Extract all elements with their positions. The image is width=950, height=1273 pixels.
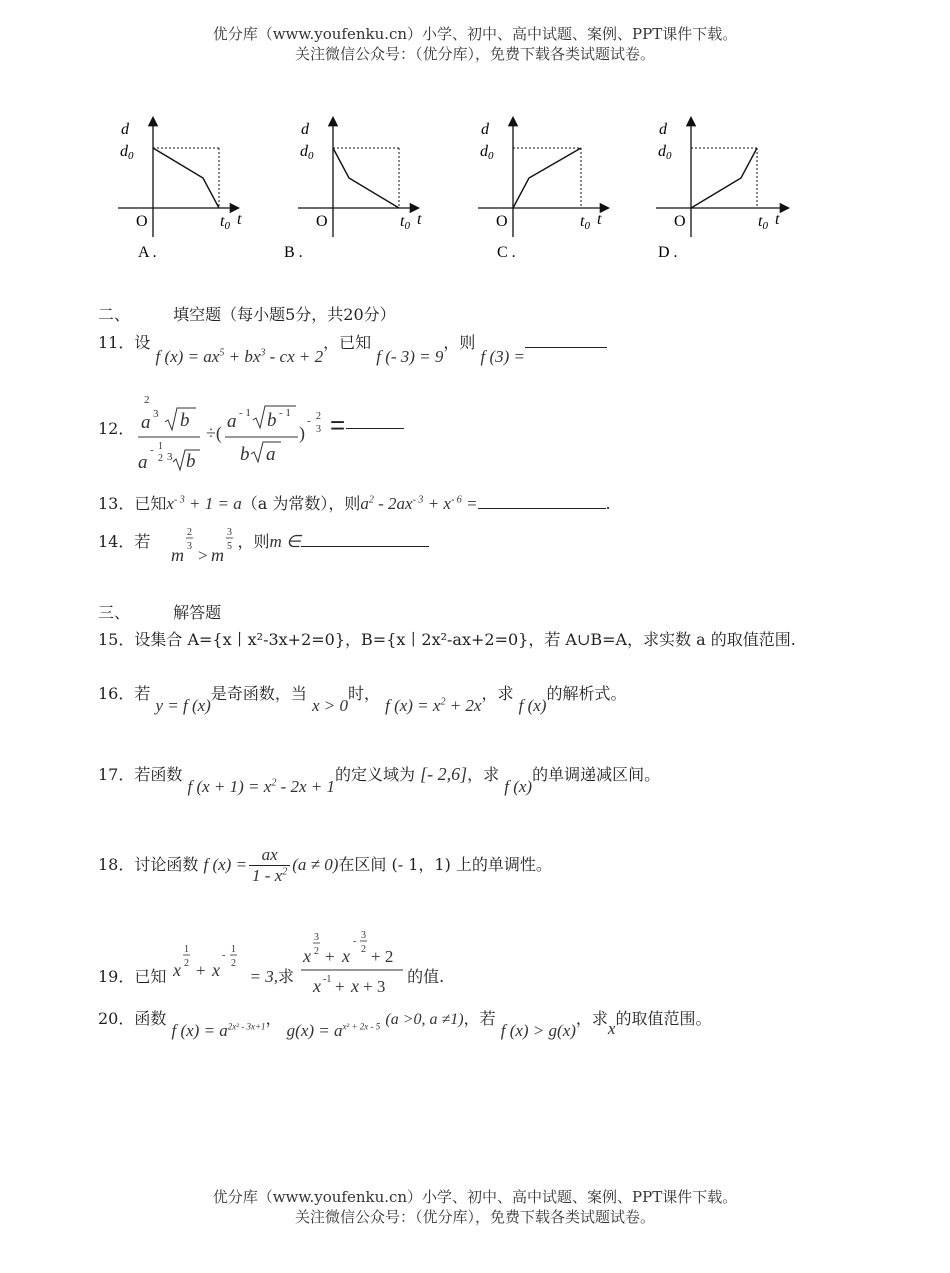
distance-curve bbox=[513, 148, 581, 208]
graph-b-svg bbox=[284, 112, 478, 272]
condition-expression: x > 0 bbox=[311, 696, 348, 715]
svg-text:>: > bbox=[198, 546, 209, 565]
function-expression: f (x) bbox=[504, 777, 533, 796]
d-label: d bbox=[481, 121, 489, 138]
equals-value: = 3, bbox=[249, 967, 278, 986]
svg-text:2: 2 bbox=[316, 411, 321, 422]
given-condition: f (- 3) = 9 bbox=[376, 347, 444, 366]
svg-text:3: 3 bbox=[187, 541, 193, 552]
answer-blank[interactable] bbox=[525, 333, 607, 348]
question-number: 18． bbox=[98, 855, 135, 874]
question-text: 的解析式。 bbox=[546, 684, 627, 703]
variable: x bbox=[607, 1019, 616, 1038]
svg-text:-: - bbox=[353, 936, 357, 947]
question-text: ，则 bbox=[443, 333, 476, 352]
svg-text:+: + bbox=[325, 947, 335, 966]
question-14 bbox=[98, 527, 429, 565]
answer-blank[interactable] bbox=[478, 494, 606, 509]
option-label: D . bbox=[658, 244, 678, 261]
svg-text:3: 3 bbox=[361, 930, 367, 941]
graph-option-b bbox=[284, 112, 478, 272]
question-number: 20． bbox=[98, 1009, 135, 1028]
inequality-14 bbox=[155, 527, 233, 565]
svg-text:a: a bbox=[138, 452, 148, 473]
t-label: t bbox=[597, 211, 602, 228]
svg-text:1: 1 bbox=[231, 944, 237, 955]
domain-interval: [- 2,6] bbox=[420, 764, 468, 784]
answer-blank[interactable] bbox=[346, 414, 404, 429]
question-number: 16． bbox=[98, 684, 135, 703]
question-text: 的取值范围。 bbox=[615, 1009, 712, 1028]
question-text: 求 bbox=[277, 967, 294, 986]
svg-text:x: x bbox=[351, 976, 360, 996]
svg-text:1: 1 bbox=[184, 944, 190, 955]
graph-option-c bbox=[478, 112, 658, 272]
svg-text:b: b bbox=[186, 451, 196, 472]
svg-text:+: + bbox=[196, 961, 207, 980]
function-f: f $(x) = a^{2x^2 - 3x+1}$ bbox=[171, 1021, 266, 1040]
function-definition: f $(x) = x^2 + 2x$ bbox=[385, 696, 482, 715]
question-text: ， bbox=[265, 1009, 282, 1028]
origin-label: O bbox=[316, 213, 328, 230]
svg-text:x: x bbox=[342, 946, 351, 966]
equals-sign: = bbox=[330, 410, 346, 440]
svg-text:b: b bbox=[267, 410, 277, 431]
graph-option-d bbox=[656, 112, 836, 272]
function-name: f (x) = bbox=[203, 855, 248, 874]
question-15 bbox=[98, 627, 796, 650]
header-line-2: 关注微信公众号：（优分库），免费下载各类试题试卷。 bbox=[294, 45, 655, 63]
d0-label: d0 bbox=[120, 143, 134, 162]
question-ask: f (3) = bbox=[480, 347, 526, 366]
question-text: 函数 bbox=[134, 1009, 167, 1028]
question-number: 13． bbox=[98, 494, 135, 513]
svg-text:5: 5 bbox=[227, 541, 233, 552]
svg-text:2: 2 bbox=[184, 958, 190, 969]
question-number: 15． bbox=[98, 630, 135, 649]
condition-expression: (a ≠ 0) bbox=[292, 855, 339, 874]
svg-text:x: x bbox=[303, 946, 312, 966]
question-17 bbox=[98, 762, 661, 796]
question-text: 在区间 (- 1，1) 上的单调性。 bbox=[338, 855, 552, 874]
svg-text:2: 2 bbox=[187, 527, 193, 538]
origin-label: O bbox=[136, 213, 148, 230]
section-number: 二、 bbox=[98, 305, 131, 324]
question-text: 若 bbox=[134, 532, 151, 551]
svg-text:3: 3 bbox=[314, 932, 320, 943]
question-number: 19． bbox=[98, 967, 135, 986]
question-text: ，若 bbox=[463, 1009, 496, 1028]
svg-text:3: 3 bbox=[153, 408, 159, 420]
svg-text:+ 3: + 3 bbox=[363, 977, 386, 996]
question-text: ，已知 bbox=[323, 333, 372, 352]
function-expression: f (x) bbox=[518, 696, 547, 715]
graph-d-svg bbox=[656, 112, 836, 272]
question-number: 11． bbox=[98, 333, 135, 352]
question-text: 设集合 A={x丨x²-3x+2=0}，B={x丨2x²-ax+2=0}，若 A∪B=A，求实数 a 的取值范围. bbox=[134, 630, 796, 649]
t-label: t bbox=[775, 211, 780, 228]
function-definition: f $(x) = ax^5 + bx^3$ - cx + 2 bbox=[155, 347, 324, 366]
target-expression-19 bbox=[299, 930, 407, 998]
option-label: B . bbox=[284, 244, 303, 261]
svg-text:x: x bbox=[313, 976, 322, 996]
question-text: 时， bbox=[347, 684, 380, 703]
d0-label: d0 bbox=[480, 143, 494, 162]
question-number: 14． bbox=[98, 532, 135, 551]
question-text: 若 bbox=[134, 684, 151, 703]
function-g: $g(x) = a^{x^2 + 2x - 5}$ bbox=[286, 1021, 381, 1040]
question-20 bbox=[98, 1006, 712, 1040]
svg-text:m: m bbox=[211, 545, 225, 565]
function-definition: f $(x + 1) = x^2 - 2x + 1$ bbox=[187, 777, 336, 796]
svg-text:2: 2 bbox=[314, 946, 320, 957]
origin-label: O bbox=[496, 213, 508, 230]
section-solve-heading bbox=[98, 600, 221, 623]
section-title: 填空题（每小题5分，共20分） bbox=[173, 305, 396, 324]
question-number: 12． bbox=[98, 419, 135, 438]
svg-text:): ) bbox=[299, 423, 305, 443]
graph-a-svg bbox=[118, 112, 298, 272]
svg-text:2: 2 bbox=[231, 958, 237, 969]
question-18 bbox=[98, 845, 552, 886]
question-text: （a 为常数），则 bbox=[241, 494, 361, 513]
svg-text:b: b bbox=[240, 444, 250, 465]
question-ask: m ∈ bbox=[269, 532, 301, 551]
svg-text:- 1: - 1 bbox=[279, 407, 291, 419]
given-expression-19 bbox=[171, 932, 249, 982]
t0-label: t0 bbox=[758, 213, 768, 232]
question-text: ，求 bbox=[467, 765, 500, 784]
svg-text:-: - bbox=[307, 415, 311, 427]
d-label: d bbox=[121, 121, 129, 138]
graph-option-a bbox=[118, 112, 298, 272]
svg-text:2: 2 bbox=[361, 944, 367, 955]
question-expression: $a^2 - 2ax^{- 3} + x^{- 6}$ = bbox=[360, 494, 478, 513]
svg-text:3: 3 bbox=[316, 424, 321, 435]
svg-text:+ 2: + 2 bbox=[371, 947, 394, 966]
graph-c-svg bbox=[478, 112, 658, 272]
section-title: 解答题 bbox=[173, 603, 222, 622]
question-12 bbox=[98, 392, 346, 473]
t-label: t bbox=[417, 211, 422, 228]
t-label: t bbox=[237, 211, 242, 228]
function-fraction: $\frac{ax}{1 - x^2}$ bbox=[249, 845, 290, 886]
header-line-1: 优分库（www.youfenku.cn）小学、初中、高中试题、案例、PPT课件下载。 bbox=[212, 25, 738, 43]
question-19 bbox=[98, 930, 444, 998]
distance-curve bbox=[153, 148, 219, 208]
svg-text:-1: -1 bbox=[323, 974, 332, 985]
svg-text:x: x bbox=[173, 960, 182, 980]
inequality: f (x) > g(x) bbox=[500, 1021, 576, 1040]
svg-text:÷(: ÷( bbox=[206, 423, 222, 443]
svg-text:3: 3 bbox=[167, 451, 173, 463]
question-text: 已知 bbox=[134, 967, 167, 986]
section-fill-in-heading bbox=[98, 302, 396, 325]
question-text: ，求 bbox=[575, 1009, 608, 1028]
question-text: 若函数 bbox=[134, 765, 183, 784]
svg-text:a: a bbox=[227, 411, 237, 432]
question-number: 17． bbox=[98, 765, 135, 784]
footer-line-1: 优分库（www.youfenku.cn）小学、初中、高中试题、案例、PPT课件下载。 bbox=[212, 1188, 738, 1206]
svg-text:a: a bbox=[266, 444, 276, 465]
question-text: 的单调递减区间。 bbox=[532, 765, 661, 784]
svg-text:+: + bbox=[335, 977, 345, 996]
function-expression: y = f (x) bbox=[155, 696, 211, 715]
t0-label: t0 bbox=[580, 213, 590, 232]
question-16 bbox=[98, 681, 627, 715]
condition-expression: (a >0, a ≠1) bbox=[385, 1011, 464, 1028]
question-text: ，求 bbox=[481, 684, 514, 703]
question-13 bbox=[98, 491, 611, 514]
t0-label: t0 bbox=[220, 213, 230, 232]
svg-text:-: - bbox=[222, 950, 226, 961]
given-condition: $x^{- 3} + 1 = a$ bbox=[166, 494, 242, 513]
question-text: 的值. bbox=[407, 967, 445, 986]
header bbox=[0, 24, 950, 64]
svg-text:2: 2 bbox=[144, 394, 150, 406]
footer-line-2: 关注微信公众号：（优分库），免费下载各类试题试卷。 bbox=[294, 1208, 655, 1226]
svg-text:a: a bbox=[141, 412, 151, 433]
origin-label: O bbox=[674, 213, 686, 230]
d-label: d bbox=[301, 121, 309, 138]
d-label: d bbox=[659, 121, 667, 138]
svg-text:m: m bbox=[171, 545, 185, 565]
answer-blank[interactable] bbox=[301, 532, 429, 547]
distance-curve bbox=[333, 148, 399, 208]
d0-label: d0 bbox=[300, 143, 314, 162]
svg-text:3: 3 bbox=[227, 527, 233, 538]
question-text: . bbox=[605, 494, 611, 513]
question-text: 是奇函数，当 bbox=[210, 684, 307, 703]
footer bbox=[0, 1187, 950, 1227]
question-text: ，则 bbox=[237, 532, 270, 551]
svg-text:- 1: - 1 bbox=[239, 407, 251, 419]
question-text: 设 bbox=[134, 333, 151, 352]
svg-text:1: 1 bbox=[158, 441, 163, 452]
question-11 bbox=[98, 330, 607, 366]
option-label: A . bbox=[138, 244, 157, 261]
d0-label: d0 bbox=[658, 143, 672, 162]
svg-text:b: b bbox=[180, 410, 190, 431]
svg-text:x: x bbox=[212, 960, 221, 980]
svg-text:2: 2 bbox=[158, 453, 163, 464]
expression-12 bbox=[136, 392, 406, 478]
question-text: 的定义域为 bbox=[335, 765, 416, 784]
section-number: 三、 bbox=[98, 603, 131, 622]
question-text: 已知 bbox=[134, 494, 167, 513]
svg-text:-: - bbox=[150, 444, 154, 456]
distance-curve bbox=[691, 148, 757, 208]
question-text: 讨论函数 bbox=[134, 855, 199, 874]
option-label: C . bbox=[497, 244, 516, 261]
t0-label: t0 bbox=[400, 213, 410, 232]
